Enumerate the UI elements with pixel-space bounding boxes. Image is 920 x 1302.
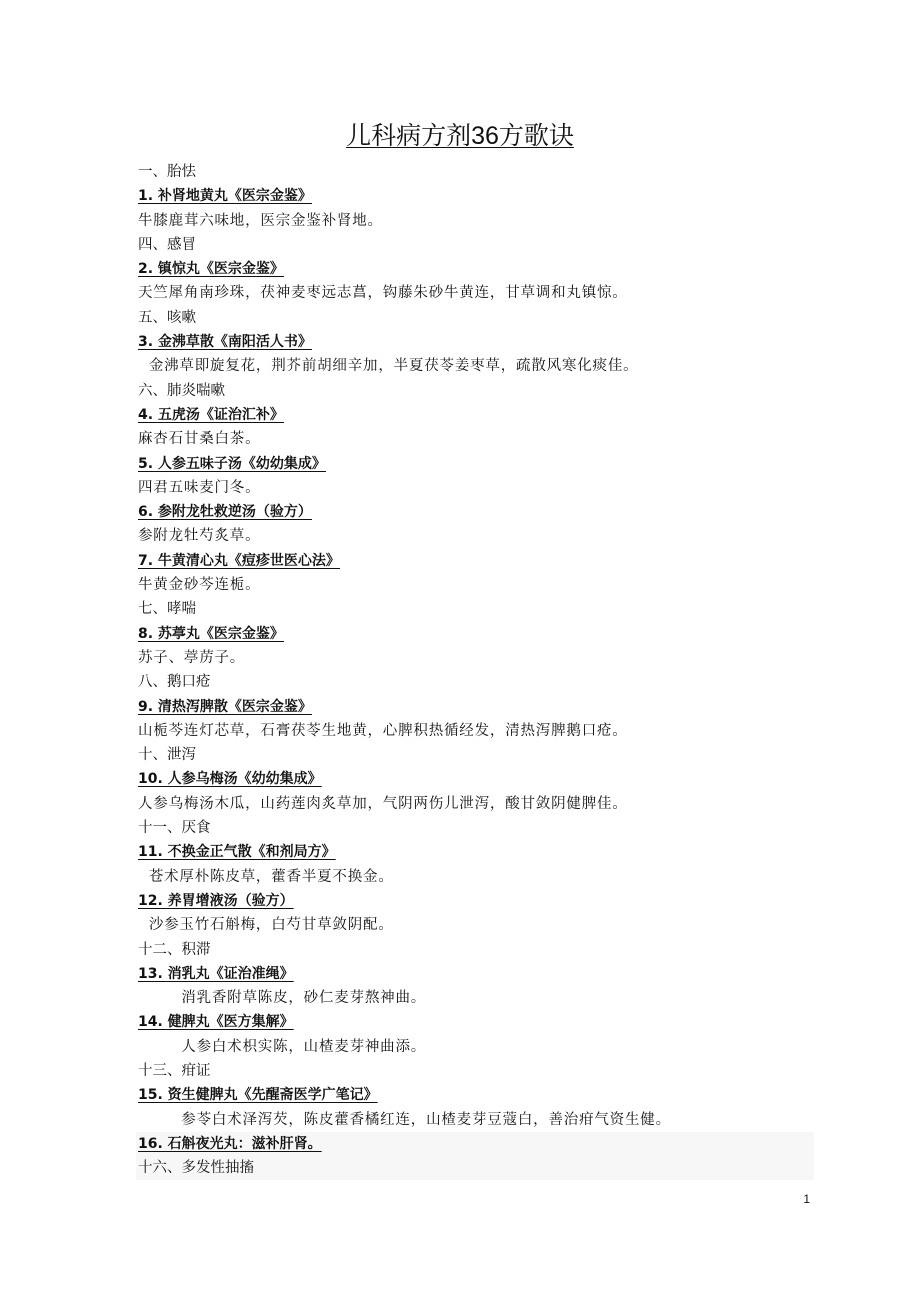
formula-heading [136,1132,814,1156]
section-heading: 十三、疳证 [138,1062,211,1079]
formula-heading [138,767,818,791]
formula-title: 14. 健脾丸《医方集解》 [138,1014,294,1031]
document-body [138,160,818,1180]
formula-title: 13. 消乳丸《证治准绳》 [138,965,294,982]
formula-title: 10. 人参乌梅汤《幼幼集成》 [138,771,322,788]
formula-title: 1. 补肾地黄丸《医宗金鉴》 [138,188,312,205]
formula-title: 6. 参附龙牡救逆汤（验方） [138,504,312,521]
formula-heading [138,257,818,281]
formula-verse: 苍术厚朴陈皮草，藿香半夏不换金。 [138,868,394,885]
formula-title: 8. 苏葶丸《医宗金鉴》 [138,625,284,642]
formula-heading [138,1083,818,1107]
formula-verse: 沙参玉竹石斛梅，白芍甘草敛阴配。 [138,917,394,934]
document-title: 儿科病方剂36方歌诀 [346,122,574,150]
formula-verse: 麻杏石甘桑白茶。 [138,431,261,448]
formula-verse: 人参白术枳实陈，山楂麦芽神曲添。 [138,1038,427,1055]
formula-heading [138,1010,818,1034]
formula-title: 2. 镇惊丸《医宗金鉴》 [138,261,284,278]
formula-heading [138,452,818,476]
page-number: 1 [803,1192,810,1206]
section-heading: 十一、厌食 [138,820,211,837]
section-heading: 十、泄泻 [138,747,196,764]
formula-verse: 金沸草即旋复花，荆芥前胡细辛加，半夏茯苓姜枣草，疏散风寒化痰佳。 [138,358,639,375]
formula-verse: 参附龙牡芍炙草。 [138,528,261,545]
section-heading: 七、哮喘 [138,601,196,618]
formula-heading [138,622,818,646]
section-heading: 四、感冒 [138,236,196,253]
formula-heading [138,889,818,913]
formula-heading [138,840,818,864]
formula-title: 16. 石斛夜光丸：滋补肝肾。 [138,1135,322,1152]
formula-title: 12. 养胃增液汤（验方） [138,892,294,909]
section-heading: 十六、多发性抽搐 [136,1156,814,1180]
formula-verse: 牛黄金砂芩连栀。 [138,577,261,594]
formula-title: 5. 人参五味子汤《幼幼集成》 [138,455,326,472]
formula-verse: 山栀芩连灯芯草，石膏茯苓生地黄，心脾积热循经发，清热泻脾鹅口疮。 [138,722,628,739]
section-heading: 十二、积滞 [138,941,211,958]
formula-title: 15. 资生健脾丸《先醒斋医学广笔记》 [138,1087,378,1104]
formula-verse: 参苓白术泽泻芡，陈皮藿香橘红连，山楂麦芽豆蔻白，善治疳气资生健。 [138,1111,671,1128]
formula-heading [138,403,818,427]
formula-title: 9. 清热泻脾散《医宗金鉴》 [138,698,312,715]
formula-verse: 天竺犀角南珍珠，茯神麦枣远志菖，钩藤朱砂牛黄连，甘草调和丸镇惊。 [138,285,628,302]
formula-verse: 人参乌梅汤木瓜，山药莲肉炙草加，气阴两伤儿泄泻，酸甘敛阴健脾佳。 [138,795,628,812]
section-heading: 八、鹅口疮 [138,674,211,691]
formula-verse: 苏子、葶苈子。 [138,649,246,666]
formula-title: 11. 不换金正气散《和剂局方》 [138,844,336,861]
formula-title: 3. 金沸草散《南阳活人书》 [138,334,312,351]
formula-heading [138,500,818,524]
formula-heading [138,184,818,208]
section-heading: 一、胎怯 [138,164,196,180]
formula-heading [138,330,818,354]
section-heading: 五、咳嗽 [138,309,196,326]
formula-heading [138,962,818,986]
formula-heading [138,695,818,719]
formula-heading [138,549,818,573]
formula-title: 4. 五虎汤《证治汇补》 [138,406,284,423]
section-heading: 六、肺炎喘嗽 [138,382,225,399]
formula-verse: 牛膝鹿茸六味地，医宗金鉴补肾地。 [138,212,383,229]
formula-verse: 消乳香附草陈皮，砂仁麦芽熬神曲。 [138,990,427,1007]
formula-title: 7. 牛黄清心丸《痘疹世医心法》 [138,552,340,569]
formula-verse: 四君五味麦门冬。 [138,479,261,496]
